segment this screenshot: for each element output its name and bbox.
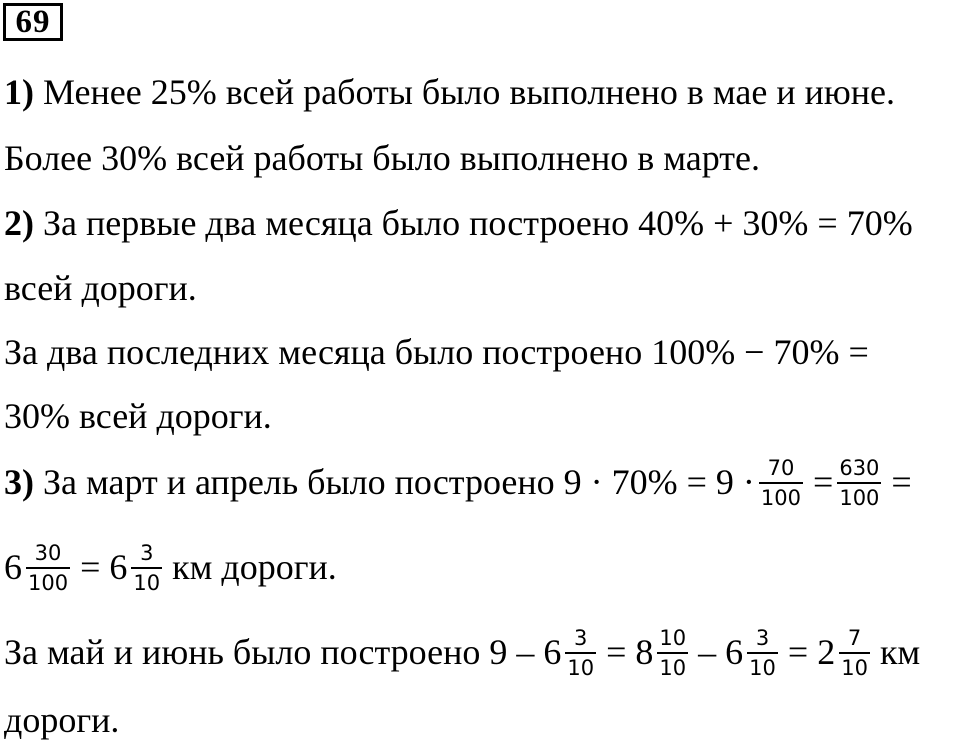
fraction-70-100: $\frac{70}{100}$ (760, 456, 802, 510)
part2-line3 (4, 334, 869, 370)
fraction-3-10: $\frac{3}{10}$ (133, 541, 161, 595)
part3-text-4: дороги. (4, 700, 120, 740)
fraction-3-10: $\frac{3}{10}$ (749, 626, 776, 680)
fraction-30-100: $\frac{30}{100}$ (28, 541, 69, 595)
part2-text-1: За первые два месяца было построено 40% + 30% = 70% (43, 203, 913, 243)
minus-mixed: – 6 (698, 631, 744, 672)
part1-line1 (4, 74, 895, 110)
fraction-10-10: $\frac{10}{10}$ (659, 626, 687, 680)
part2-label: 2) (4, 203, 34, 243)
whole-part: 6 (4, 546, 22, 587)
part2-line2 (4, 270, 197, 306)
fraction-7-10: $\frac{7}{10}$ (841, 626, 868, 680)
part3-line1 (4, 456, 912, 510)
equals-mixed: = 6 (80, 546, 128, 587)
part3-line3 (4, 626, 921, 680)
part1-line2 (4, 140, 760, 176)
part2-text-3: За два последних месяца было построено 100% − 70% = (4, 332, 869, 372)
part3-label: 3) (4, 461, 34, 502)
fraction-630-100: $\frac{630}{100}$ (839, 456, 880, 510)
part2-line1 (4, 205, 913, 241)
part1-text-1: Менее 25% всей работы было выполнено в мае и июне. (43, 72, 895, 112)
equals-mixed: = 2 (787, 631, 836, 672)
part2-line4 (4, 398, 272, 434)
part3-line4 (4, 702, 119, 738)
equals-mixed: = 8 (606, 631, 654, 672)
problem-number-box: 69 (3, 3, 63, 41)
equals-sign: = (891, 461, 912, 502)
part3-text-2-end: км дороги. (172, 546, 337, 587)
part3-text-3: За май и июнь было построено 9 – 6 (4, 631, 562, 672)
part2-text-2: всей дороги. (4, 268, 197, 308)
part3-text-1: За март и апрель было построено 9 · 70% = 9 · (43, 461, 755, 502)
part2-text-4: 30% всей дороги. (4, 396, 272, 436)
part3-text-3-end: км (879, 631, 921, 672)
part1-text-2: Более 30% всей работы было выполнено в марте. (4, 138, 760, 178)
part1-label: 1) (4, 72, 34, 112)
part3-line2 (4, 541, 337, 595)
fraction-3-10: $\frac{3}{10}$ (567, 626, 595, 680)
equals-sign: = (813, 461, 834, 502)
